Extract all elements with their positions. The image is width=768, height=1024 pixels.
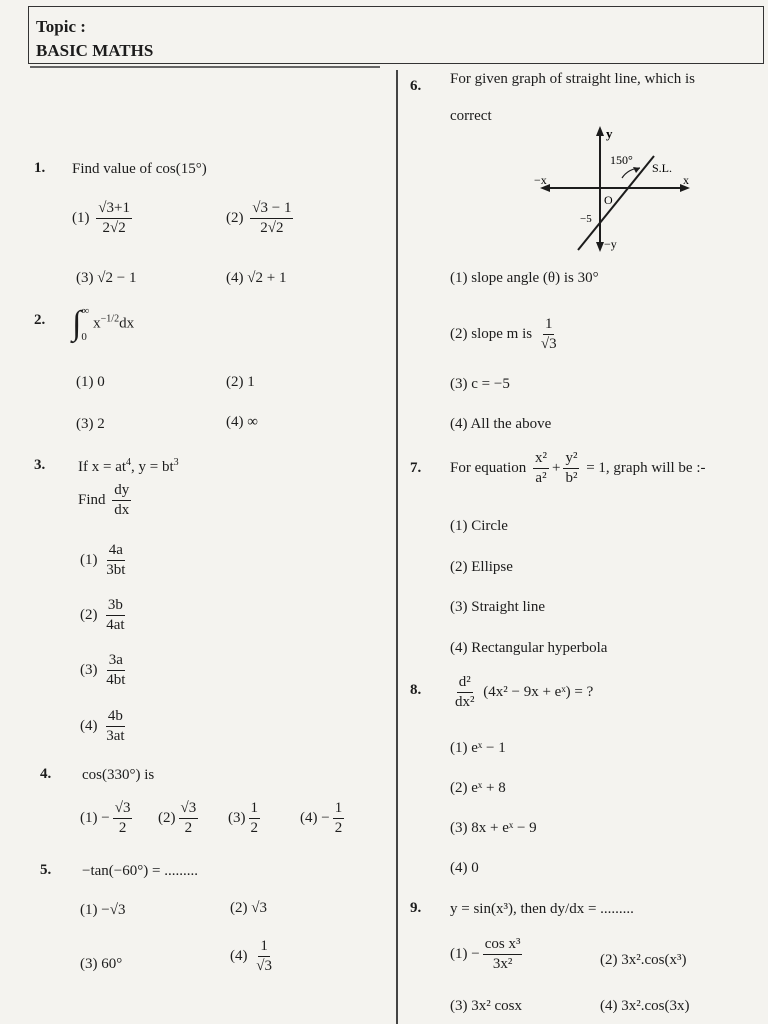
q1-number: 1. [34,160,46,176]
denominator: 3x² [492,956,513,973]
q8-option-3 [450,820,537,837]
q3-option-1 [80,542,130,580]
option-label: (3) [228,810,246,827]
lower-limit: 0 [81,331,87,344]
upper-limit: ∞ [81,305,90,317]
q7-number: 7. [410,460,422,476]
option-label: (4) [80,718,98,735]
numerator: 3a [107,652,125,671]
option-label: (1) [450,518,468,534]
option-value: 0 [471,860,479,876]
q1-text: Find value of cos(15°) [72,161,207,177]
denominator: √3 [540,336,557,353]
q3-option-3 [80,652,130,690]
numerator: y² [563,450,579,469]
integral-sign: ∫ [72,305,82,343]
y-axis-arrow-down [596,242,604,252]
fraction [104,597,126,635]
q5-option-2 [230,900,267,917]
q1-option-1 [72,200,135,238]
denominator: 3at [106,728,125,745]
q8-text [450,674,593,712]
q9-option-2 [600,952,686,969]
q8-option-1 [450,740,506,757]
option-label: (4) [226,414,244,430]
q8-option-4 [450,860,479,877]
denominator: 2 [118,820,127,837]
q3-sup2: 3 [173,457,179,468]
q9-option-1 [450,936,525,974]
option-value: All the above [470,416,552,432]
denominator: dx [114,502,130,519]
numerator: √3 [179,800,199,819]
option-label: (4) [450,416,468,432]
option-value: Straight line [471,599,545,615]
neg-y-label: −y [604,237,617,251]
numerator: d² [457,674,473,693]
y-label: y [606,126,613,141]
sign: − [101,810,110,827]
differential: dx [119,315,135,332]
option-label: (4) [600,998,618,1014]
denominator: √3 [256,958,272,975]
q6-line-graph [530,124,700,254]
q6-option-4 [450,416,551,433]
option-label: (3) [76,416,94,432]
q6-text-line1: For given graph of straight line, which is [450,71,695,87]
q3-sup1: 4 [126,457,132,468]
option-label: (1) [450,740,468,756]
fraction [333,800,345,838]
q9-option-4 [600,998,689,1015]
q9-text: y = sin(x³), then dy/dx = ......... [450,901,634,917]
fraction [539,316,559,354]
option-label: (3) [450,599,468,615]
option-value: c = −5 [471,376,510,392]
angle-label: 150° [610,153,633,167]
option-label: (2) [158,810,176,827]
q7-option-3 [450,599,545,616]
option-label: (2) [230,900,248,916]
fraction [533,450,549,488]
fraction [453,674,477,712]
q5-text: −tan(−60°) = ......... [82,863,198,879]
option-label: (3) [80,956,98,972]
option-label: (4) [300,810,318,827]
option-label: (2) [450,780,468,796]
line-label: S.L. [652,161,673,175]
q4-option-4 [300,800,347,838]
fraction [563,450,579,488]
origin-label: O [604,193,613,207]
denominator: 2 [334,820,343,837]
q7-text [450,450,706,488]
q2-option-2 [226,374,255,391]
numerator: 1 [258,938,270,957]
q8-option-2 [450,780,506,797]
numerator: √3 − 1 [250,200,293,219]
q1-option-4 [226,270,286,287]
denominator: 3bt [106,562,126,579]
q3-number: 3. [34,457,46,473]
denominator: dx² [455,694,475,711]
option-text: slope m is [471,326,533,343]
fraction [249,800,261,838]
option-label: (2) [450,559,468,575]
option-value: 0 [97,374,105,390]
q8-number: 8. [410,682,422,698]
option-label: (1) [72,210,90,227]
option-value: Circle [471,518,508,534]
q7-option-4 [450,640,607,657]
q6-option-3 [450,376,510,393]
numerator: x² [533,450,549,469]
option-label: (1) [76,374,94,390]
fraction [104,708,126,746]
option-label: (3) [450,820,468,836]
numerator: 1 [543,316,555,335]
q5-option-3 [80,956,122,973]
denominator: 2 [250,820,258,837]
q7-post: = 1, graph will be :- [586,460,706,477]
top-rule [30,66,380,68]
q2-option-1 [76,374,105,391]
find-label: Find [78,492,106,509]
numerator: 3b [106,597,125,616]
q7-option-2 [450,559,513,576]
x-label: x [683,173,689,187]
denominator: 4bt [106,672,126,689]
q4-option-3 [228,800,263,838]
intercept-label: −5 [580,213,592,225]
option-label: (3) [80,662,98,679]
fraction [179,800,199,838]
q4-option-1 [80,800,135,838]
numerator: dy [112,482,131,501]
q6-option-2 [450,316,562,354]
numerator: √3+1 [96,200,132,219]
fraction [96,200,132,238]
option-value: 2 [97,416,105,432]
option-label: (1) [80,810,98,827]
sign: − [471,946,480,963]
q2-option-4 [226,414,258,431]
option-label: (1) [450,946,468,963]
option-value: 8x + eˣ − 9 [471,820,537,836]
option-value: eˣ + 8 [471,780,506,796]
q2-option-3 [76,416,105,433]
option-value: √2 − 1 [97,270,137,286]
numerator: 1 [249,800,261,819]
fraction [104,542,127,580]
q3-text-part2: , y = bt [131,459,174,475]
option-label: (2) [226,374,244,390]
denominator: 2 [184,820,193,837]
option-label: (3) [76,270,94,286]
option-label: (4) [450,640,468,656]
sign: − [321,810,330,827]
option-value: Ellipse [471,559,513,575]
q3-text [78,457,179,476]
option-label: (3) [450,376,468,392]
numerator: √3 [113,800,133,819]
fraction [254,938,274,976]
denominator: b² [565,470,578,487]
column-divider [396,70,398,1024]
option-value: Rectangular hyperbola [471,640,608,656]
q6-number: 6. [410,78,422,94]
option-value: eˣ − 1 [471,740,506,756]
fraction [483,936,523,974]
option-label: (2) [80,607,98,624]
q8-expression: (4x² − 9x + eˣ) = ? [483,684,594,701]
numerator: 4a [107,542,125,561]
option-value: 1 [247,374,255,390]
q9-number: 9. [410,900,422,916]
q5-option-1 [80,902,125,919]
q9-option-3 [450,998,522,1015]
denominator: a² [535,470,547,487]
fraction [104,652,127,690]
numerator: cos x³ [483,936,523,955]
option-value: 3x².cos(x³) [621,952,687,968]
q1-option-3 [76,270,136,287]
y-axis-arrow-up [596,126,604,136]
q1-option-2 [226,200,296,238]
header-box [28,6,764,64]
option-label: (4) [450,860,468,876]
option-value: −√3 [101,902,126,918]
option-label: (2) [450,326,468,343]
option-label: (2) [226,210,244,227]
exponent: −1/2 [100,313,120,325]
q3-find [78,482,134,520]
fraction [250,200,293,238]
q5-option-4 [230,938,277,976]
q4-text: cos(330°) is [82,767,155,783]
q6-text-line2: correct [450,108,492,124]
q3-text-part1: If x = at [78,459,127,475]
straight-line [578,156,654,250]
q7-pre: For equation [450,460,527,477]
option-label: (1) [80,902,98,918]
option-value: ∞ [247,414,258,430]
option-value: slope angle (θ) is 30° [471,270,599,286]
q6-option-1 [450,270,599,287]
option-label: (3) [450,998,468,1014]
option-label: (1) [80,552,98,569]
fraction [113,800,133,838]
option-value: 3x².cos(3x) [621,998,690,1014]
plus-sign: + [552,460,561,477]
q7-option-1 [450,518,508,535]
denominator: 4at [106,617,125,634]
option-value: √3 [251,900,267,916]
q2-number: 2. [34,312,46,328]
option-label: (4) [226,270,244,286]
option-value: 60° [101,956,123,972]
option-label: (4) [230,948,248,965]
denominator: 2√2 [102,220,126,237]
numerator: 4b [106,708,125,727]
angle-arc-arrow [633,167,640,173]
q2-integral [72,305,134,343]
q5-number: 5. [40,862,52,878]
neg-x-label: −x [534,173,547,187]
option-label: (2) [600,952,618,968]
numerator: 1 [333,800,345,819]
denominator: 2√2 [260,220,284,237]
q4-option-2 [158,800,201,838]
fraction [112,482,131,520]
q3-option-4 [80,708,130,746]
option-label: (1) [450,270,468,286]
integrand: x [93,315,101,332]
q4-number: 4. [40,766,52,782]
q3-option-2 [80,597,130,635]
topic-label: Topic : [36,17,86,36]
option-value: 3x² cosx [471,998,522,1014]
option-value: √2 + 1 [247,270,287,286]
topic-title: BASIC MATHS [36,41,154,60]
